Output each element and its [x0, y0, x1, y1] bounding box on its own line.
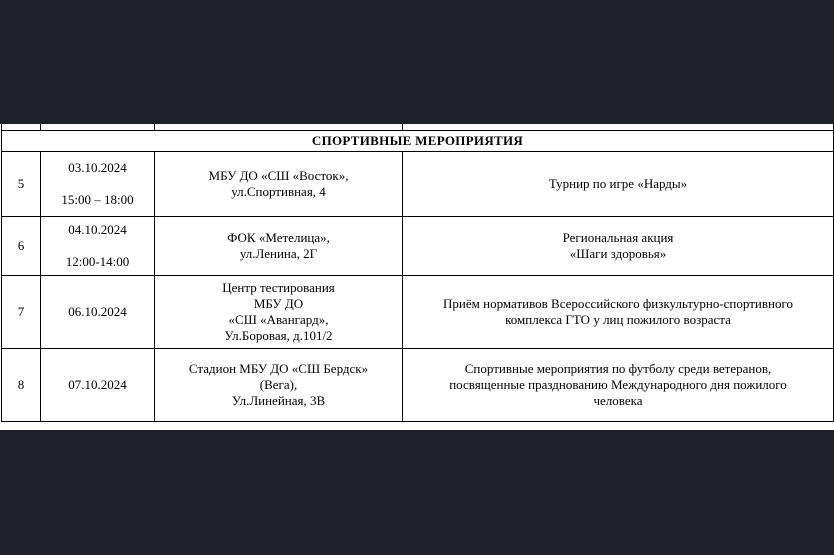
venue-line: Ул.Боровая, д.101/2 — [224, 328, 333, 343]
table-row — [2, 349, 834, 422]
venue-cell — [155, 276, 403, 349]
event-date: 06.10.2024 — [68, 304, 127, 319]
venue-line: Центр тестирования — [222, 280, 335, 295]
event-time: 12:00-14:00 — [65, 254, 130, 269]
table-row — [2, 217, 834, 276]
event-cell — [403, 276, 834, 349]
event-line: посвященные празднованию Международного дня пожилого — [449, 377, 787, 392]
event-line: комплекса ГТО у лиц пожилого возраста — [505, 312, 731, 327]
document-page — [0, 124, 834, 430]
event-date: 07.10.2024 — [68, 377, 127, 392]
venue-line: МБУ ДО «СШ «Восток», — [208, 168, 349, 183]
venue-line: МБУ ДО — [253, 296, 304, 311]
event-line: человека — [593, 393, 643, 408]
venue-line: ФОК «Метелица», — [227, 230, 330, 245]
section-header-row — [2, 131, 834, 152]
event-date: 03.10.2024 — [68, 160, 127, 175]
event-cell — [403, 349, 834, 422]
section-title: СПОРТИВНЫЕ МЕРОПРИЯТИЯ — [2, 131, 834, 152]
venue-cell — [155, 349, 403, 422]
venue-line: ул.Спортивная, 4 — [231, 184, 326, 199]
date-time-cell — [41, 349, 155, 422]
events-table — [1, 124, 834, 422]
event-cell — [403, 152, 834, 217]
venue-line: Ул.Линейная, 3В — [231, 393, 326, 408]
row-number: 8 — [2, 349, 41, 422]
venue-line: (Вега), — [259, 377, 298, 392]
event-line: Спортивные мероприятия по футболу среди ветеранов, — [464, 361, 772, 376]
table-row — [2, 276, 834, 349]
date-time-cell — [41, 152, 155, 217]
table-row — [2, 152, 834, 217]
venue-line: ул.Ленина, 2Г — [239, 246, 318, 261]
row-number: 5 — [2, 152, 41, 217]
venue-cell — [155, 152, 403, 217]
date-time-cell — [41, 276, 155, 349]
event-line: «Шаги здоровья» — [569, 246, 667, 261]
venue-cell — [155, 217, 403, 276]
event-time: 15:00 – 18:00 — [61, 192, 134, 207]
row-number: 6 — [2, 217, 41, 276]
event-cell — [403, 217, 834, 276]
event-line: Приём нормативов Всероссийского физкультурно-спортивного — [443, 296, 793, 311]
event-line: Региональная акция — [562, 230, 674, 245]
row-number: 7 — [2, 276, 41, 349]
event-line: Турнир по игре «Нарды» — [548, 176, 688, 191]
date-time-cell — [41, 217, 155, 276]
event-date: 04.10.2024 — [68, 222, 127, 237]
venue-line: «СШ «Авангард», — [228, 312, 329, 327]
venue-line: Стадион МБУ ДО «СШ Бердск» — [188, 361, 369, 376]
